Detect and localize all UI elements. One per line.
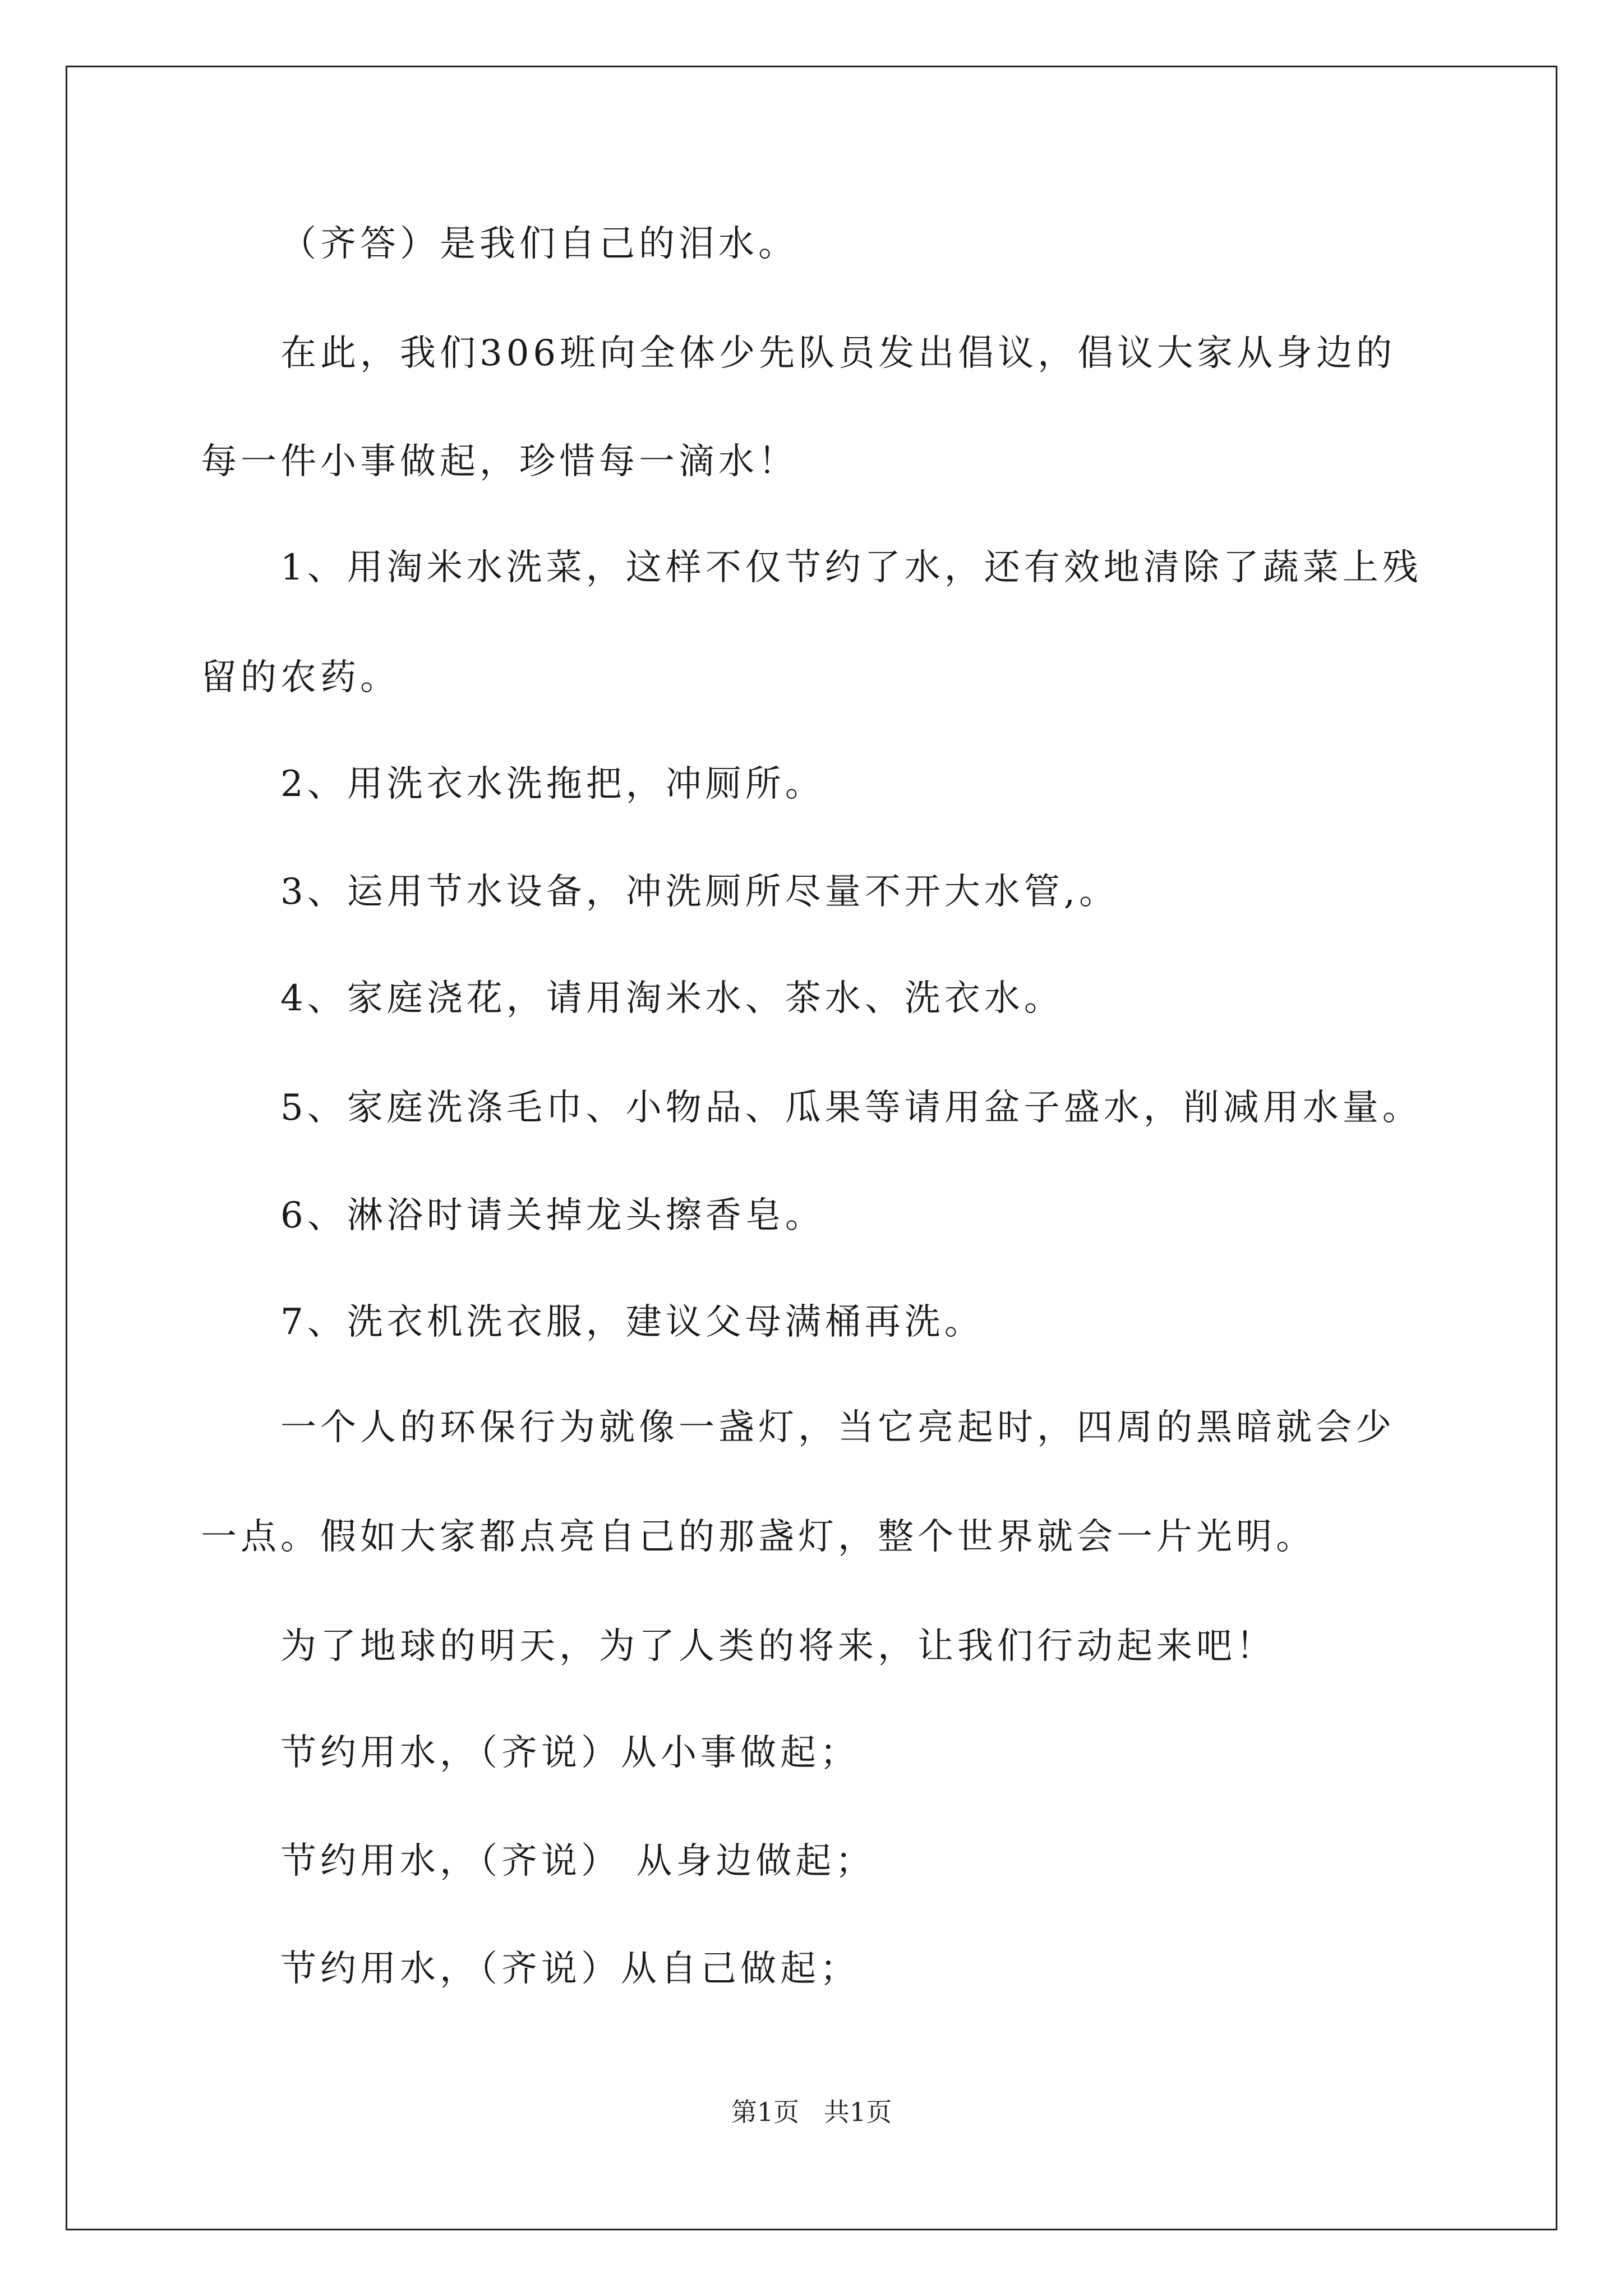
paragraph-11-line-1: 为了地球的明天，为了人类的将来，让我们行动起来吧！ (280, 1626, 1276, 1667)
paragraph-13-line-1: 节约用水，（齐说） 从身边做起； (280, 1841, 875, 1882)
page-border (66, 66, 1557, 2230)
paragraph-2-line-1: 在此，我们306班向全体少先队员发出倡议，倡议大家从身边的 (280, 333, 1396, 374)
paragraph-10-line-1: 一个人的环保行为就像一盏灯，当它亮起时，四周的黑暗就会少 (280, 1407, 1395, 1448)
paragraph-4-line-1: 2、用洗衣水洗拖把，冲厕所。 (280, 763, 825, 805)
paragraph-12-line-1: 节约用水，（齐说）从小事做起； (280, 1732, 860, 1774)
paragraph-14-line-1: 节约用水，（齐说）从自己做起； (280, 1948, 860, 1990)
paragraph-1-line-1: （齐答）是我们自己的泪水。 (280, 223, 798, 265)
page-footer: 第1页 共1页 (731, 2097, 892, 2127)
paragraph-10-line-2: 一点。假如大家都点亮自己的那盏灯，整个世界就会一片光明。 (201, 1516, 1316, 1558)
paragraph-2-line-2: 每一件小事做起，珍惜每一滴水！ (201, 441, 798, 482)
paragraph-9-line-1: 7、洗衣机洗衣服，建议父母满桶再洗。 (280, 1301, 984, 1343)
paragraph-8-line-1: 6、淋浴时请关掉龙头擦香皂。 (280, 1195, 825, 1236)
paragraph-5-line-1: 3、运用节水设备，冲洗厕所尽量不开大水管,。 (280, 871, 1119, 913)
paragraph-6-line-1: 4、家庭浇花，请用淘米水、茶水、洗衣水。 (280, 978, 1064, 1019)
paragraph-3-line-2: 留的农药。 (201, 657, 400, 698)
paragraph-7-line-1: 5、家庭洗涤毛巾、小物品、瓜果等请用盆子盛水，削减用水量。 (280, 1087, 1422, 1129)
paragraph-3-line-1: 1、用淘米水洗菜，这样不仅节约了水，还有效地清除了蔬菜上残 (280, 547, 1422, 588)
